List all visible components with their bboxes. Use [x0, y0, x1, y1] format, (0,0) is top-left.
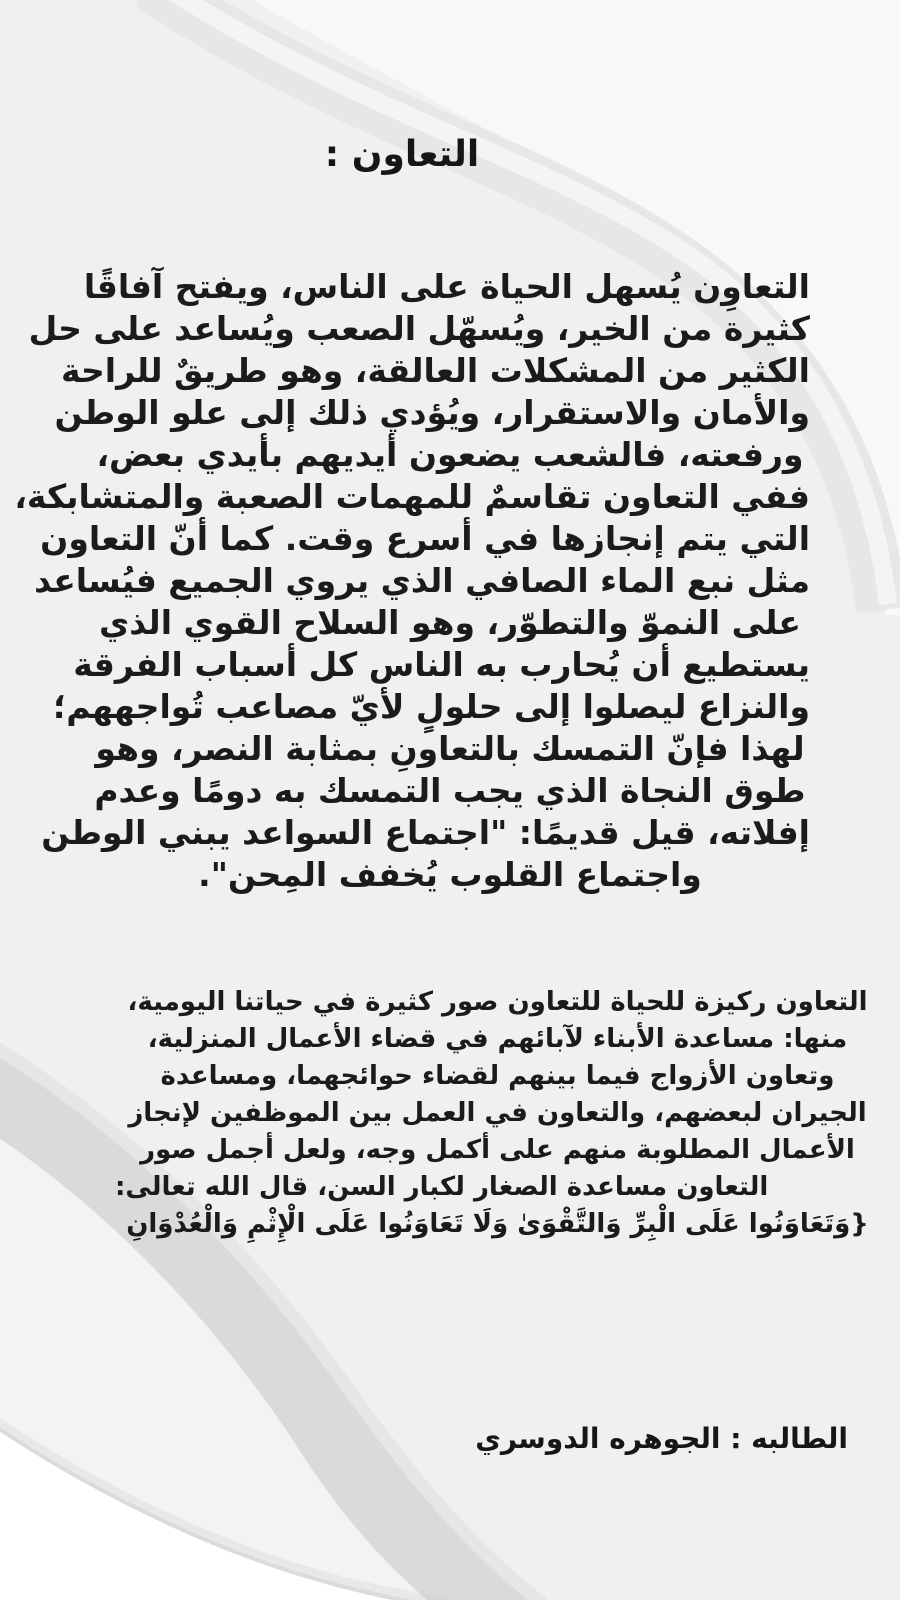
text-line: الأعمال المطلوبة منهم على أكمل وجه، ولعل أجمل صور [140, 1135, 855, 1165]
text-line: ورفعته، فالشعب يضعون أيديهم بأيدي بعض، [96, 435, 804, 474]
text-line: التعاوِن يُسهل الحياة على الناس، ويفتح آفاقًا [83, 267, 810, 306]
text-line: طوق النجاة الذي يجب التمسك به دومًا وعدم [94, 771, 806, 810]
text-line: كثيرة من الخير، ويُسهّل الصعب ويُساعد على حل [28, 309, 810, 348]
text-line: إفلاته، قيل قديمًا: "اجتماع السواعد يبني الوطن [41, 813, 810, 852]
paragraph-main [14, 266, 810, 896]
text-line: الجيران لبعضهم، والتعاون في العمل بين الموظفين لإنجاز [128, 1098, 867, 1128]
text-line: التي يتم إنجازها في أسرع وقت. كما أنّ التعاون [40, 519, 810, 558]
text-line: مثل نبع الماء الصافي الذي يروي الجميع فيُساعد [34, 561, 810, 600]
paragraph-examples [115, 984, 880, 1243]
text-line: والأمان والاستقرار، ويُؤدي ذلك إلى علو الوطن [54, 393, 810, 432]
page-title: التعاون : [324, 134, 480, 175]
text-line: ففي التعاون تقاسمٌ للمهمات الصعبة والمتشابكة، [14, 477, 810, 516]
text-line: الكثير من المشكلات العالقة، وهو طريقٌ للراحة [61, 351, 810, 390]
text-line: منها: مساعدة الأبناء لآبائهم في قضاء الأعمال المنزلية، [147, 1024, 848, 1054]
text-line: لهذا فإنّ التمسك بالتعاونِ بمثابة النصر، وهو [95, 729, 805, 768]
text-line: واجتماع القلوب يُخفف المِحن". [198, 855, 702, 894]
text-line: وتعاون الأزواج فيما بينهم لقضاء حوائجهما، ومساعدة [160, 1061, 835, 1091]
text-line: يستطيع أن يُحارب به الناس كل أسباب الفرقة [73, 645, 810, 684]
text-line: {وَتَعَاوَنُوا عَلَى الْبِرِّ وَالتَّقْوَىٰ وَلَا تَعَاوَنُوا عَلَى الْإِثْمِ وَالْعُدْوَانِ [126, 1209, 869, 1239]
text-line: والنزاع ليصلوا إلى حلولٍ لأيّ مصاعب تُواجههم؛ [53, 687, 810, 726]
text-line: التعاون ركيزة للحياة للتعاون صور كثيرة في حياتنا اليومية، [127, 987, 868, 1017]
signature-student-name: الطالبه : الجوهره الدوسري [475, 1422, 848, 1455]
text-line: التعاون مساعدة الصغار لكبار السن، قال الله تعالى: [115, 1172, 769, 1202]
text-line: على النموّ والتطوّر، وهو السلاح القوي الذي [99, 603, 801, 642]
